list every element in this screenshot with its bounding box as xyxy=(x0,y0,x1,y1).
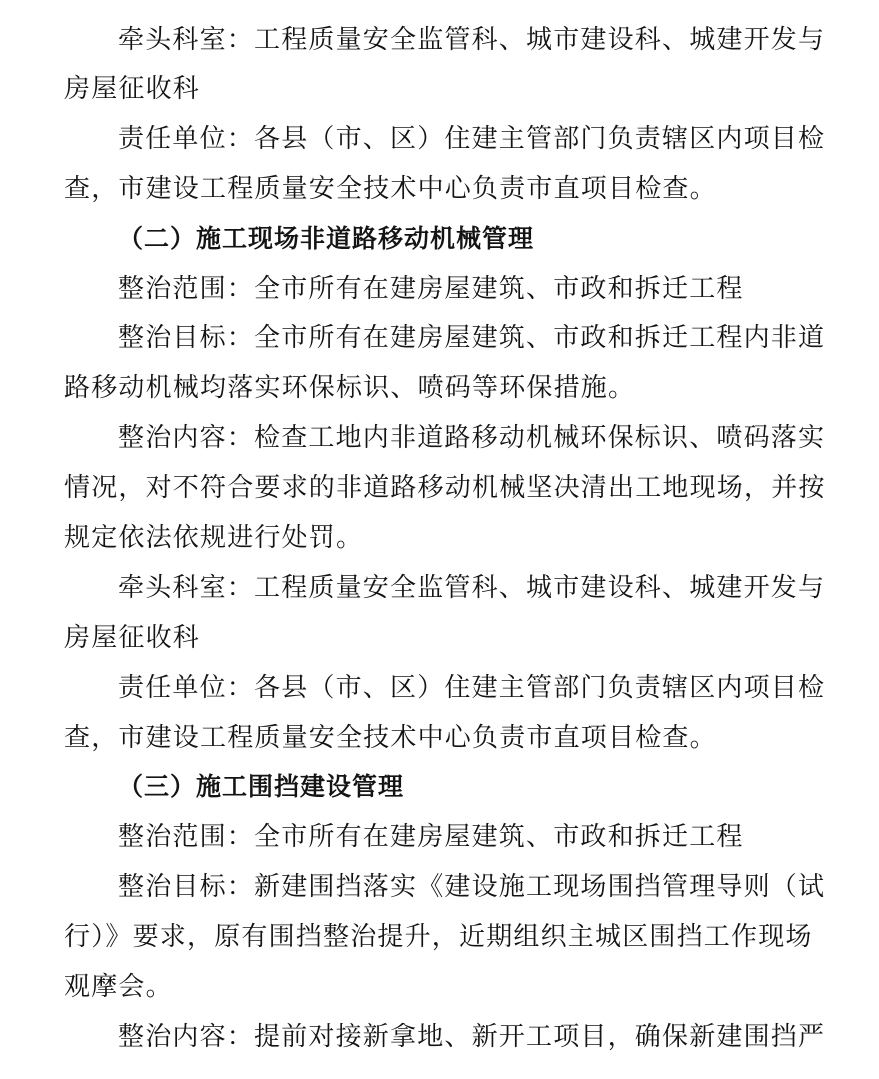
paragraph-goal-2-line-3: 观摩会。 xyxy=(64,972,173,1002)
paragraph-lead-dept-2-line-2: 房屋征收科 xyxy=(64,623,201,653)
paragraph-lead-dept-line-2: 房屋征收科 xyxy=(64,74,201,104)
paragraph-goal-line-2: 路移动机械均落实环保标识、喷码等环保措施。 xyxy=(64,373,636,403)
section-heading-2: （二）施工现场非道路移动机械管理 xyxy=(118,224,535,253)
paragraph-content-2-line-1: 整治内容：提前对接新拿地、新开工项目，确保新建围挡严 xyxy=(118,1022,826,1052)
paragraph-lead-dept-2-line-1: 牵头科室：工程质量安全监管科、城市建设科、城建开发与 xyxy=(118,573,826,603)
paragraph-responsible-unit-line-1: 责任单位：各县（市、区）住建主管部门负责辖区内项目检 xyxy=(118,124,826,154)
paragraph-scope: 整治范围：全市所有在建房屋建筑、市政和拆迁工程 xyxy=(118,274,744,304)
paragraph-scope-2: 整治范围：全市所有在建房屋建筑、市政和拆迁工程 xyxy=(118,822,744,852)
paragraph-content-line-2: 情况，对不符合要求的非道路移动机械坚决清出工地现场，并按 xyxy=(64,473,826,503)
paragraph-responsible-unit-line-2: 查，市建设工程质量安全技术中心负责市直项目检查。 xyxy=(64,174,717,204)
paragraph-content-line-3: 规定依法依规进行处罚。 xyxy=(64,523,364,553)
paragraph-goal-2-line-1: 整治目标：新建围挡落实《建设施工现场围挡管理导则（试 xyxy=(118,872,826,902)
paragraph-goal-line-1: 整治目标：全市所有在建房屋建筑、市政和拆迁工程内非道 xyxy=(118,323,826,353)
paragraph-responsible-unit-2-line-1: 责任单位：各县（市、区）住建主管部门负责辖区内项目检 xyxy=(118,673,826,703)
paragraph-responsible-unit-2-line-2: 查，市建设工程质量安全技术中心负责市直项目检查。 xyxy=(64,723,717,753)
paragraph-goal-2-line-2: 行）》要求，原有围挡整治提升，近期组织主城区围挡工作现场 xyxy=(64,922,813,952)
section-heading-3: （三）施工围挡建设管理 xyxy=(118,772,405,801)
paragraph-lead-dept-line-1: 牵头科室：工程质量安全监管科、城市建设科、城建开发与 xyxy=(118,25,826,55)
paragraph-content-line-1: 整治内容：检查工地内非道路移动机械环保标识、喷码落实 xyxy=(118,423,826,453)
